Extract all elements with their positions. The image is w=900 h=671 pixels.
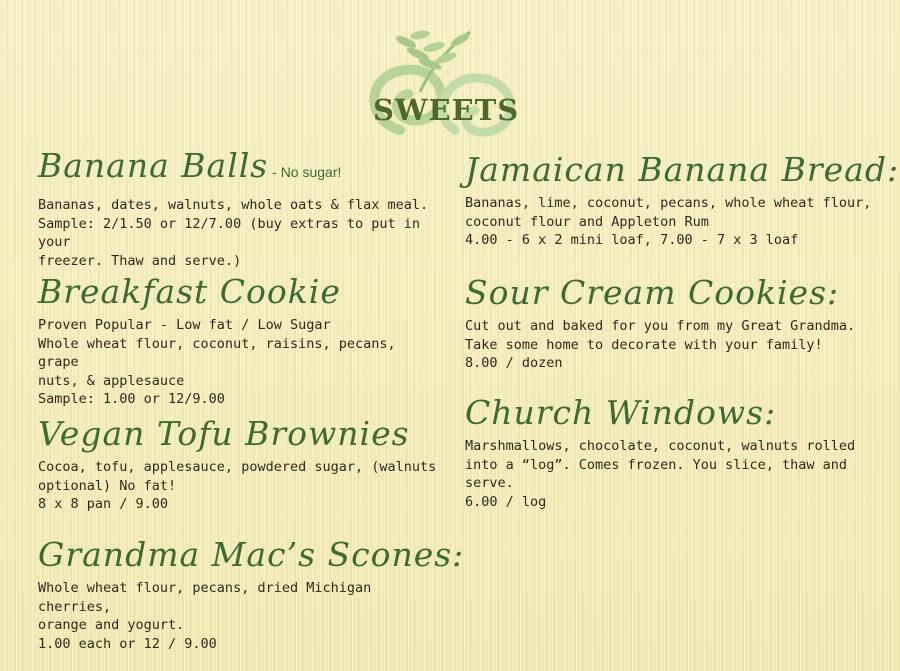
item-description: Whole wheat flour, pecans, dried Michigan cherries, orange and yogurt. 1.00 each or 12 / 9.00 <box>38 580 372 652</box>
item-title: Vegan Tofu Brownies <box>38 414 410 453</box>
item-description: Bananas, lime, coconut, pecans, whole wheat flour, coconut flour and Appleton Rum 4.00 - 6 x 2 mini loaf, 7.00 - 7 x 3 loaf <box>465 195 872 249</box>
menu-item-banana-balls <box>38 146 438 270</box>
item-title: Banana Balls - No sugar! <box>38 146 342 185</box>
item-description: Cut out and baked for you from my Great Grandma. Take some home to decorate with your family! 8.00 / dozen <box>465 318 856 372</box>
item-title: Jamaican Banana Bread: <box>465 150 900 189</box>
item-description: Marshmallows, chocolate, coconut, walnuts rolled into a “log”. Comes frozen. You slice, thaw and serve. 6.00 / log <box>465 438 856 510</box>
menu-item-vegan-tofu-brownies <box>38 414 438 514</box>
sweets-logo <box>360 20 530 160</box>
menu-item-church-windows <box>465 393 885 511</box>
item-title: Church Windows: <box>465 393 777 432</box>
menu-item-grandma-macs-scones <box>38 535 465 653</box>
page-title: SWEETS <box>373 93 520 127</box>
item-title: Sour Cream Cookies: <box>465 273 840 312</box>
item-description: Proven Popular - Low fat / Low Sugar Whole wheat flour, coconut, raisins, pecans, grape nuts, & applesauce Sample: 1.00 or 12/9.00 <box>38 317 396 408</box>
menu-item-breakfast-cookie <box>38 272 438 409</box>
item-title: Grandma Mac’s Scones: <box>38 535 465 574</box>
item-title: Breakfast Cookie <box>38 272 341 311</box>
item-description: Bananas, dates, walnuts, whole oats & flax meal. Sample: 2/1.50 or 12/7.00 (buy extras to put in your freezer. Thaw and serve.) <box>38 197 429 269</box>
leaf-swirl-icon <box>360 20 530 160</box>
item-description: Cocoa, tofu, applesauce, powdered sugar, (walnuts optional) No fat! 8 x 8 pan / 9.00 <box>38 459 437 513</box>
menu-item-sour-cream-cookies <box>465 273 885 373</box>
item-note: - No sugar! <box>268 164 342 180</box>
menu-item-jamaican-banana-bread <box>465 150 900 250</box>
